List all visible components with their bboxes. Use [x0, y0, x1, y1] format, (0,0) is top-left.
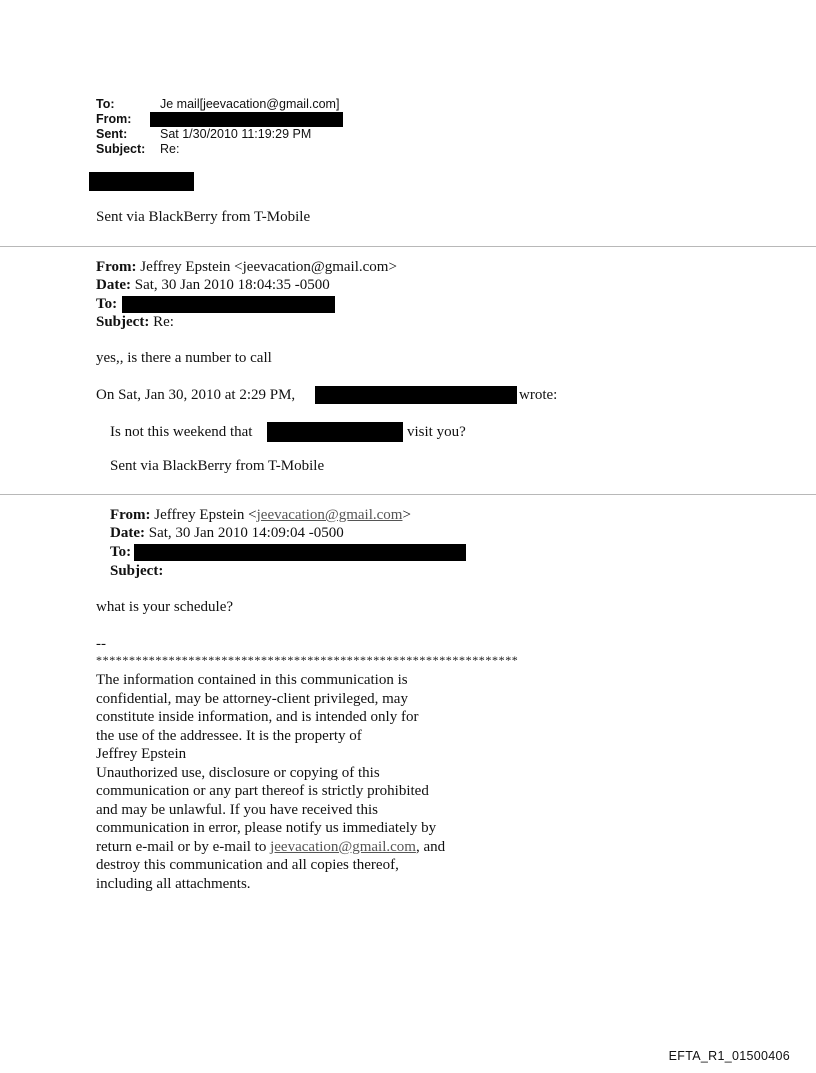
redaction-block — [122, 296, 335, 313]
email2-quote-intro: On Sat, Jan 30, 2010 at 2:29 PM, — [96, 387, 296, 403]
email2-body: yes,, is there a number to call — [96, 350, 272, 366]
email3-subject-label: Subject: — [110, 563, 164, 579]
disclaimer-line: Jeffrey Epstein — [96, 746, 187, 762]
email-link[interactable]: jeevacation@gmail.com — [270, 838, 416, 855]
redaction-block — [150, 112, 343, 127]
disclaimer-line: The information contained in this communication is — [96, 672, 408, 688]
email3-from-line: From: Jeffrey Epstein <jeevacation@gmail.com> — [110, 507, 411, 523]
disclaimer-line: return e-mail or by e-mail to jeevacation@gmail.com, and — [96, 838, 446, 855]
email-link[interactable]: jeevacation@gmail.com — [256, 507, 403, 523]
email2-quote-line1-end: visit you? — [407, 424, 466, 440]
email2-subject-line: Subject: Re: — [96, 314, 174, 330]
email1-subject-label: Subject: — [96, 142, 146, 156]
disclaimer-line: communication in error, please notify us immediately by — [96, 820, 437, 836]
disclaimer-line: and may be unlawful. If you have received this — [96, 801, 378, 818]
redaction-block — [134, 544, 466, 561]
divider — [0, 494, 816, 495]
email2-quote-line1-start: Is not this weekend that — [110, 424, 253, 440]
disclaimer-line: constitute inside information, and is intended only for — [96, 709, 419, 725]
email3-sig-dashes: -- — [96, 636, 106, 652]
email2-date-line: Date: Sat, 30 Jan 2010 18:04:35 -0500 — [96, 277, 330, 293]
bates-number: EFTA_R1_01500406 — [668, 1049, 790, 1063]
email1-from-label: From: — [96, 112, 132, 126]
disclaimer-line: communication or any part thereof is strictly prohibited — [96, 783, 429, 799]
email1-to-value: Je mail[jeevacation@gmail.com] — [160, 97, 340, 111]
email2-from-line: From: Jeffrey Epstein <jeevacation@gmail.com> — [96, 259, 397, 275]
redaction-block — [89, 172, 194, 191]
email1-sent-label: Sent: — [96, 127, 128, 141]
email3-body: what is your schedule? — [96, 599, 234, 615]
disclaimer-line: the use of the addressee. It is the property of — [96, 727, 362, 744]
email3-to-label: To: — [110, 544, 132, 560]
email1-subject-value: Re: — [160, 142, 180, 156]
email1-sent-value: Sat 1/30/2010 11:19:29 PM — [160, 127, 312, 141]
redaction-block — [267, 422, 403, 442]
email2-to-label: To: — [96, 296, 118, 312]
disclaimer-line: including all attachments. — [96, 875, 251, 892]
disclaimer-line: Unauthorized use, disclosure or copying of this — [96, 764, 380, 781]
email1-to-label: To: — [96, 97, 115, 111]
disclaimer-line: destroy this communication and all copies thereof, — [96, 857, 399, 873]
email3-sig-stars: **************************************************************** — [96, 653, 519, 667]
email2-quote-wrote: wrote: — [519, 387, 558, 403]
email1-signature: Sent via BlackBerry from T-Mobile — [96, 209, 311, 225]
redaction-block — [315, 386, 517, 404]
confidentiality-disclaimer — [96, 671, 445, 893]
disclaimer-line: confidential, may be attorney-client privileged, may — [96, 690, 408, 707]
email3-date-line: Date: Sat, 30 Jan 2010 14:09:04 -0500 — [110, 525, 344, 541]
divider — [0, 246, 816, 247]
email2-quote-signature: Sent via BlackBerry from T-Mobile — [110, 458, 325, 474]
